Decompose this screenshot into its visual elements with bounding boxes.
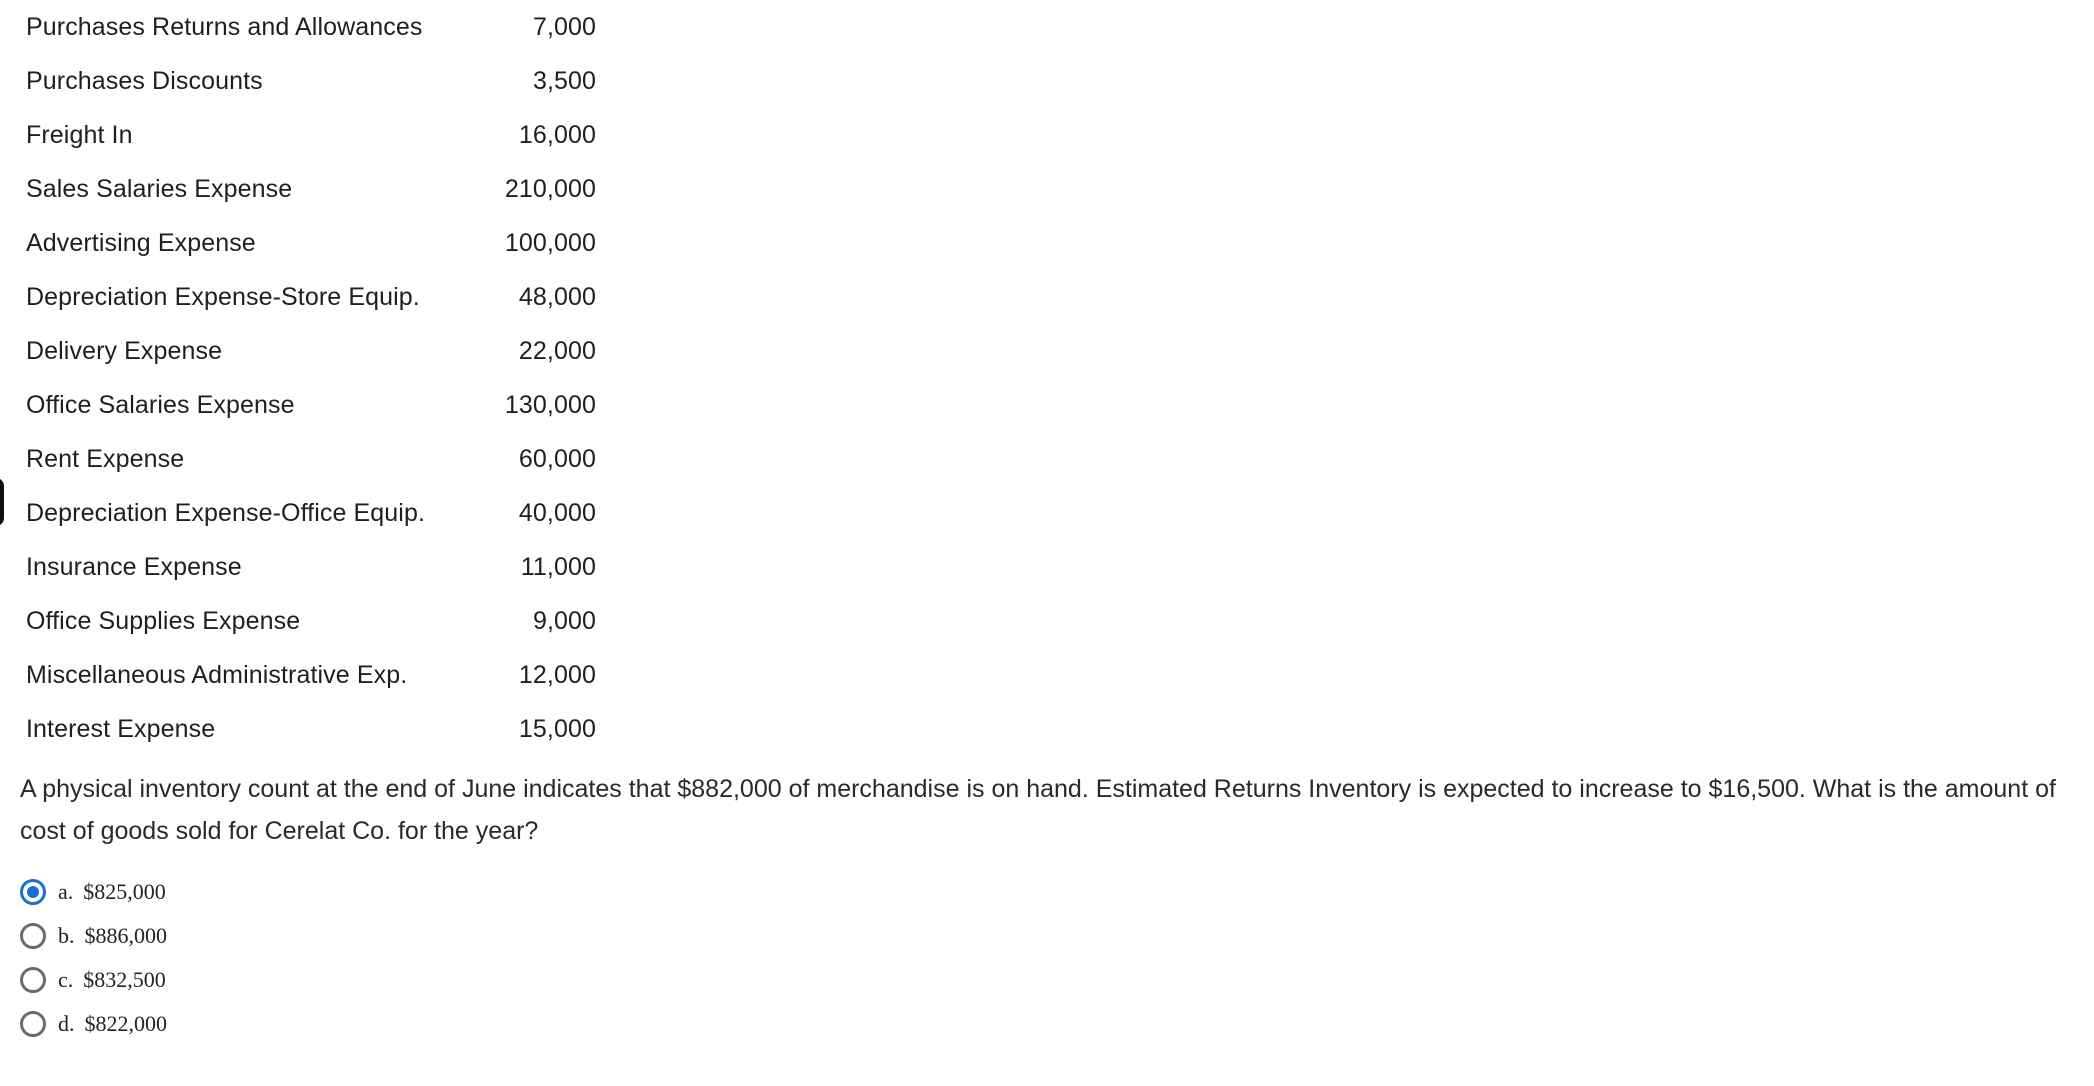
question-text: A physical inventory count at the end of June indicates that $882,000 of merchandise is on hand. Estimated Returns Inventory is expected to increase to $16,500. What is the amount of cost of goods sold for Cerelat Co. for the year?	[20, 775, 2056, 845]
option-b[interactable]	[20, 914, 520, 958]
option-letter: c.	[58, 967, 74, 992]
answer-options	[20, 870, 520, 1046]
account-amount: 16,000	[518, 120, 596, 149]
account-amount: 12,000	[518, 660, 596, 689]
account-row	[26, 216, 596, 270]
accounts-table	[26, 0, 596, 756]
account-row	[26, 648, 596, 702]
account-amount: 11,000	[520, 552, 596, 581]
account-amount: 3,500	[532, 66, 596, 95]
account-row	[26, 162, 596, 216]
option-letter: d.	[58, 1011, 75, 1036]
option-d[interactable]	[20, 1002, 520, 1046]
left-edge-marker	[0, 478, 4, 526]
option-value: $832,500	[83, 967, 166, 992]
radio-button[interactable]	[20, 1011, 46, 1037]
account-row	[26, 594, 596, 648]
account-name: Office Supplies Expense	[26, 606, 301, 635]
account-amount: 48,000	[518, 282, 596, 311]
account-row	[26, 108, 596, 162]
option-letter: a.	[58, 879, 74, 904]
account-amount: 60,000	[518, 444, 596, 473]
account-name: Rent Expense	[26, 444, 185, 473]
option-letter: b.	[58, 923, 75, 948]
account-name: Freight In	[26, 120, 133, 149]
radio-dot	[27, 886, 39, 898]
account-row	[26, 486, 596, 540]
option-value: $825,000	[83, 879, 166, 904]
option-a[interactable]	[20, 870, 520, 914]
account-name: Advertising Expense	[26, 228, 256, 257]
account-row	[26, 54, 596, 108]
radio-button[interactable]	[20, 923, 46, 949]
option-c[interactable]	[20, 958, 520, 1002]
account-amount: 15,000	[518, 714, 596, 743]
account-row	[26, 702, 596, 756]
radio-button[interactable]	[20, 967, 46, 993]
account-row	[26, 432, 596, 486]
account-name: Sales Salaries Expense	[26, 174, 293, 203]
account-name: Purchases Returns and Allowances	[26, 12, 423, 41]
radio-button-selected[interactable]	[20, 879, 46, 905]
account-row	[26, 324, 596, 378]
account-name: Depreciation Expense-Office Equip.	[26, 498, 425, 527]
account-row	[26, 378, 596, 432]
account-row	[26, 270, 596, 324]
account-amount: 9,000	[532, 606, 596, 635]
account-name: Depreciation Expense-Store Equip.	[26, 282, 420, 311]
account-amount: 100,000	[504, 228, 596, 257]
account-name: Delivery Expense	[26, 336, 223, 365]
account-amount: 40,000	[518, 498, 596, 527]
option-value: $822,000	[84, 1011, 167, 1036]
account-amount: 210,000	[504, 174, 596, 203]
account-name: Miscellaneous Administrative Exp.	[26, 660, 408, 689]
account-amount: 22,000	[518, 336, 596, 365]
option-value: $886,000	[84, 923, 167, 948]
account-row	[26, 540, 596, 594]
account-name: Insurance Expense	[26, 552, 242, 581]
account-amount: 7,000	[532, 12, 596, 41]
account-row	[26, 0, 596, 54]
account-amount: 130,000	[504, 390, 596, 419]
account-name: Interest Expense	[26, 714, 216, 743]
account-name: Office Salaries Expense	[26, 390, 295, 419]
account-name: Purchases Discounts	[26, 66, 263, 95]
